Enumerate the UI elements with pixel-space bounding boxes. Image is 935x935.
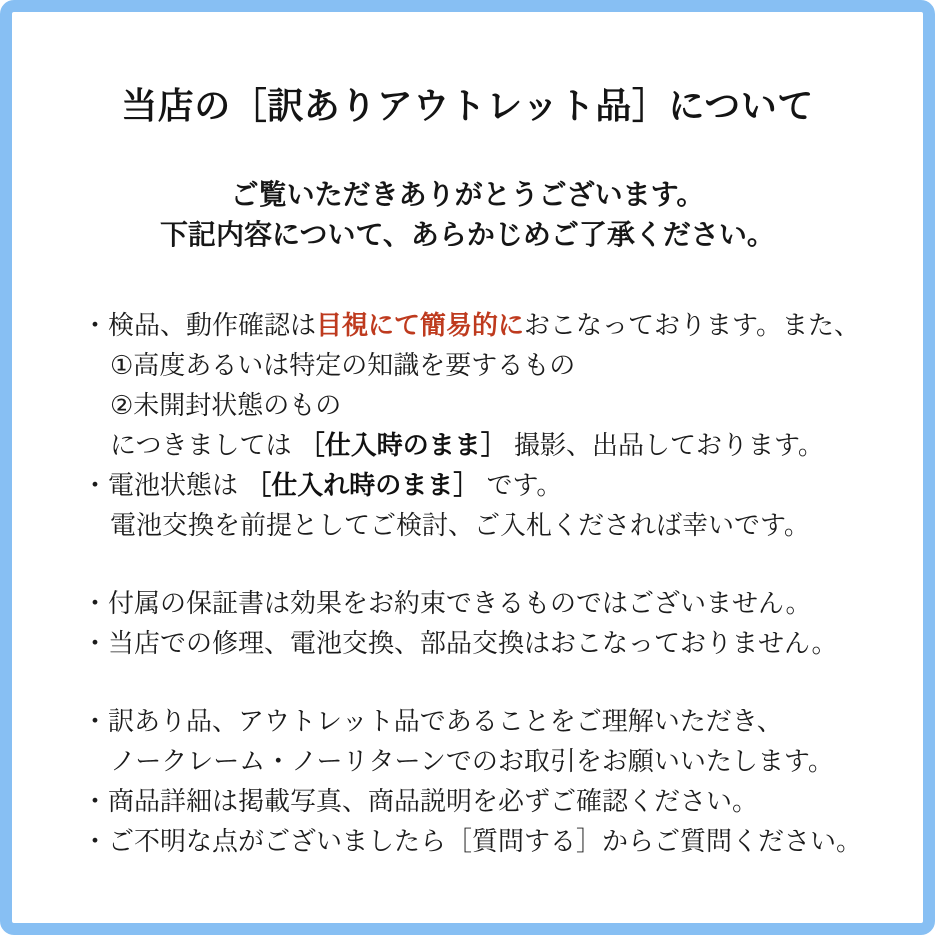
notice-text: 撮影、出品しております。 — [506, 429, 824, 460]
notice-text: ・電池状態は — [82, 469, 246, 500]
notice-line — [82, 465, 887, 505]
notice-line — [82, 741, 887, 781]
notice-line — [82, 305, 887, 345]
notice-text: ・商品詳細は掲載写真、商品説明を必ずご確認ください。 — [82, 785, 759, 816]
notice-line — [82, 583, 887, 623]
notice-line — [82, 623, 887, 663]
notice-text: 電池交換を前提としてご検討、ご入札くだされば幸いです。 — [110, 509, 810, 540]
notice-text: ・ご不明な点がございましたら［質問する］からご質問ください。 — [82, 825, 863, 856]
intro-line-1: ご覧いただきありがとうございます。 — [230, 179, 705, 210]
notice-text-highlight: 目視にて簡易的に — [316, 309, 525, 340]
notice-text: ノークレーム・ノーリターンでのお取引をお願いいたします。 — [110, 745, 834, 776]
notice-line — [82, 821, 887, 861]
intro-text — [12, 175, 923, 255]
notice-text-emphasis: ［仕入時のまま］ — [298, 429, 507, 460]
notice-line — [82, 701, 887, 741]
notice-line — [82, 505, 887, 545]
notice-body — [12, 305, 923, 861]
notice-text-emphasis: ［仕入れ時のまま］ — [245, 469, 480, 500]
notice-line — [82, 425, 887, 465]
notice-text: ②未開封状態のもの — [110, 389, 342, 420]
notice-section-inspection — [82, 305, 887, 545]
notice-line — [82, 385, 887, 425]
notice-line — [82, 345, 887, 385]
notice-text: ・付属の保証書は効果をお約束できるものではございません。 — [82, 587, 812, 618]
notice-text: ・訳あり品、アウトレット品であることをご理解いただき、 — [82, 705, 783, 736]
notice-text: につきましては — [110, 429, 299, 460]
notice-text: おこなっております。また、 — [524, 309, 860, 340]
intro-line-2: 下記内容について、あらかじめご了承ください。 — [160, 218, 775, 250]
notice-section-terms — [82, 701, 887, 861]
notice-line — [82, 781, 887, 821]
notice-section-warranty — [82, 583, 887, 663]
notice-text: ・当店での修理、電池交換、部品交換はおこなっておりません。 — [82, 627, 838, 658]
notice-text: ①高度あるいは特定の知識を要するもの — [110, 349, 576, 380]
page-title: 当店の［訳ありアウトレット品］について — [121, 85, 814, 126]
notice-text: ・検品、動作確認は — [82, 309, 317, 340]
notice-text: です。 — [479, 469, 563, 500]
